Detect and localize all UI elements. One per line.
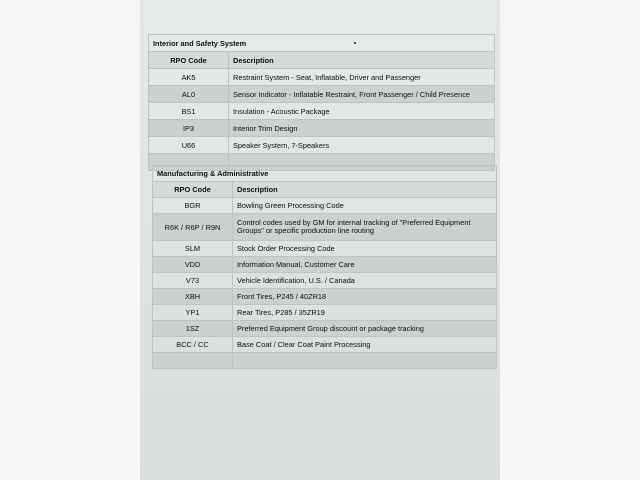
rpo-code: VDD — [153, 257, 233, 273]
rpo-description: Speaker System, 7-Speakers — [229, 137, 495, 154]
table-row — [149, 120, 495, 137]
table-row — [153, 241, 497, 257]
rpo-description: Front Tires, P245 / 40ZR18 — [233, 289, 497, 305]
table-row — [153, 337, 497, 353]
section-title: Manufacturing & Administrative — [153, 166, 497, 182]
rpo-code: U66 — [149, 137, 229, 154]
rpo-code: BCC / CC — [153, 337, 233, 353]
rpo-code: V73 — [153, 273, 233, 289]
section-title: Interior and Safety System — [149, 35, 495, 52]
table-row — [153, 198, 497, 214]
table-row — [153, 214, 497, 241]
table-row — [149, 137, 495, 154]
table-row — [153, 273, 497, 289]
rpo-description: Interior Trim Design — [229, 120, 495, 137]
rpo-code: BGR — [153, 198, 233, 214]
rpo-code: XBH — [153, 289, 233, 305]
rpo-description: Stock Order Processing Code — [233, 241, 497, 257]
rpo-code: BS1 — [149, 103, 229, 120]
empty-row — [153, 353, 497, 369]
table-row — [153, 321, 497, 337]
rpo-description: Information Manual, Customer Care — [233, 257, 497, 273]
rpo-description: Base Coat / Clear Coat Paint Processing — [233, 337, 497, 353]
rpo-description: Sensor Indicator - Inflatable Restraint, Front Passenger / Child Presence — [229, 86, 495, 103]
rpo-code: R6K / R6P / R9N — [153, 214, 233, 241]
rpo-description: Rear Tires, P285 / 35ZR19 — [233, 305, 497, 321]
rpo-description: Restraint System - Seat, Inflatable, Driver and Passenger — [229, 69, 495, 86]
table-row — [153, 305, 497, 321]
table-row — [149, 103, 495, 120]
table-row — [153, 289, 497, 305]
rpo-description: Bowling Green Processing Code — [233, 198, 497, 214]
column-header-code: RPO Code — [153, 182, 233, 198]
rpo-code: 1SZ — [153, 321, 233, 337]
background-left — [0, 0, 140, 480]
column-header-code: RPO Code — [149, 52, 229, 69]
rpo-description: Preferred Equipment Group discount or package tracking — [233, 321, 497, 337]
table-row — [149, 86, 495, 103]
column-header-description: Description — [229, 52, 495, 69]
column-header-description: Description — [233, 182, 497, 198]
rpo-code: IP3 — [149, 120, 229, 137]
rpo-description: Control codes used by GM for internal tracking of "Preferred Equipment Groups" or specific production line routing — [233, 214, 497, 241]
rpo-code: AK5 — [149, 69, 229, 86]
table-row — [149, 69, 495, 86]
manufacturing-table — [152, 165, 497, 369]
table-row — [153, 257, 497, 273]
rpo-description: Insulation - Acoustic Package — [229, 103, 495, 120]
rpo-description: Vehicle Identification, U.S. / Canada — [233, 273, 497, 289]
rpo-code: SLM — [153, 241, 233, 257]
rpo-code: AL0 — [149, 86, 229, 103]
background-right — [500, 0, 640, 480]
rpo-code: YP1 — [153, 305, 233, 321]
interior-safety-table — [148, 34, 495, 171]
